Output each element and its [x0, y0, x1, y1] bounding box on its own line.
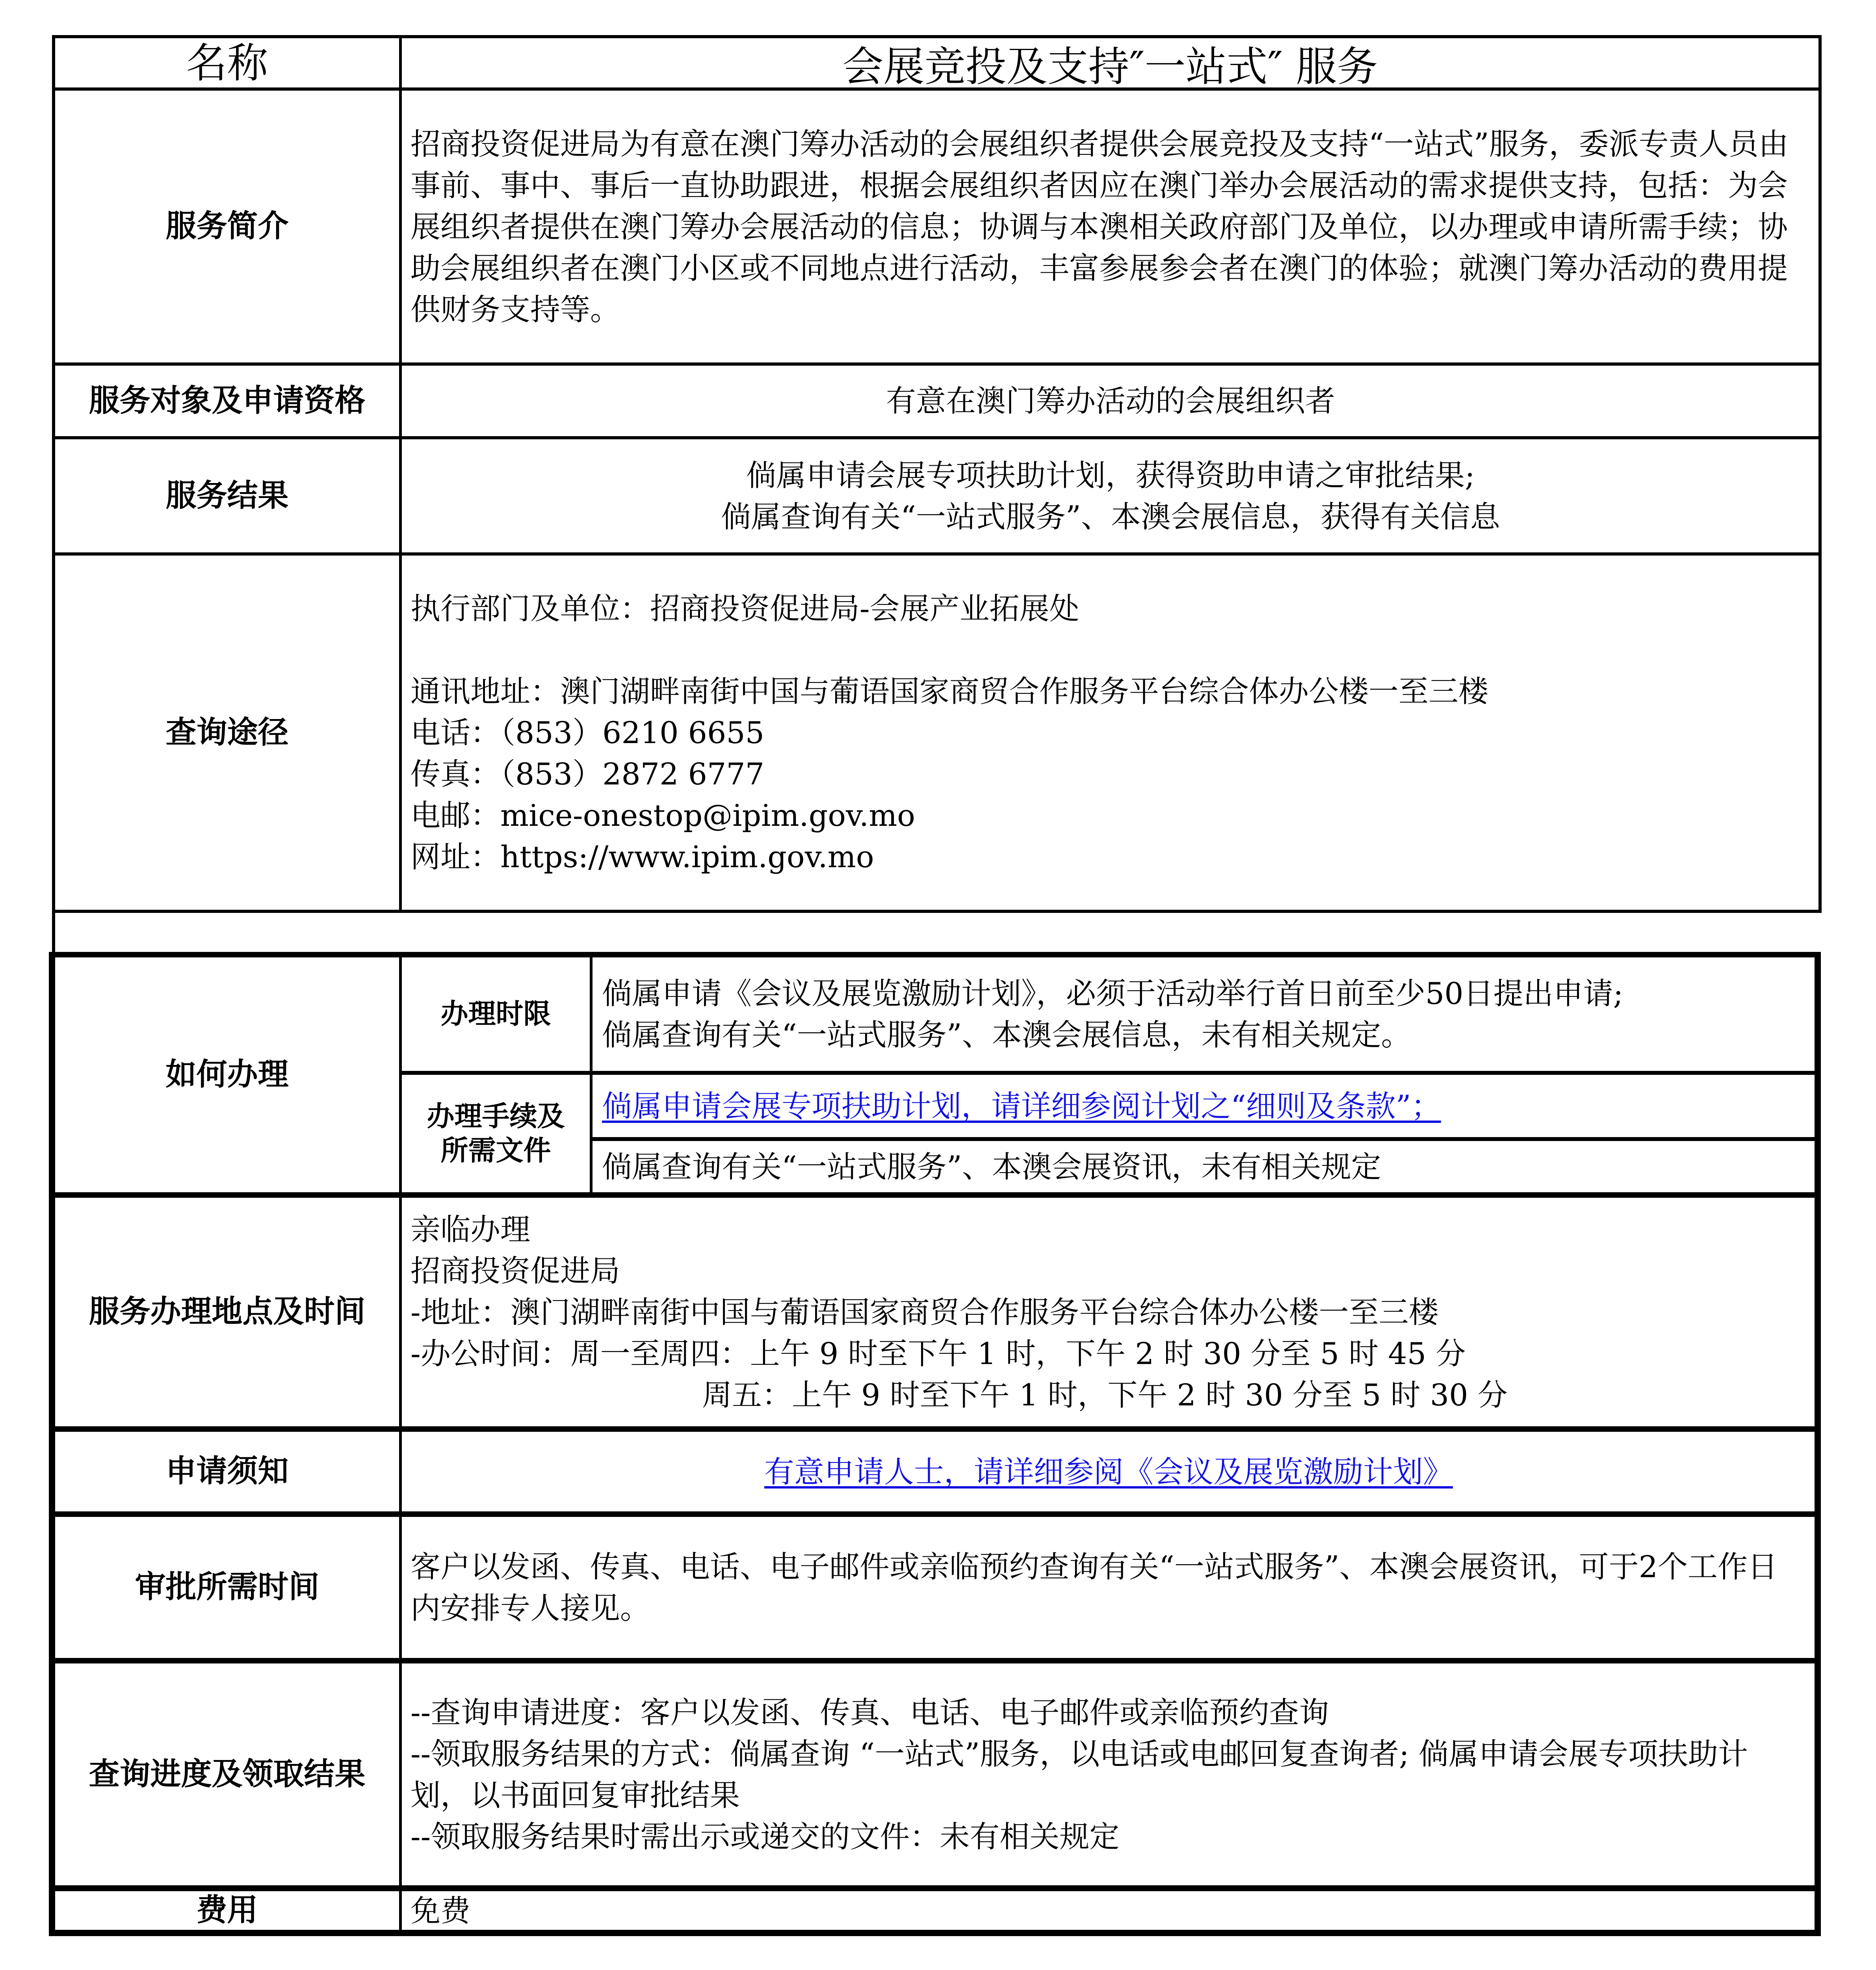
- time-limit-line: 倘属申请《会议及展览激励计划》，必须于活动举行首日前至少50日提出申请;: [602, 976, 1623, 1011]
- row-border: [52, 552, 1822, 556]
- service-title: [402, 38, 1818, 91]
- service-title-text: 会展竞投及支持″一站式″ 服务: [842, 42, 1378, 91]
- procedure-label-line: 所需文件: [440, 1134, 551, 1167]
- how-label-text: 如何办理: [165, 1057, 289, 1093]
- row-border: [49, 952, 1821, 957]
- progress-label-text: 查询进度及领取结果: [89, 1756, 366, 1792]
- result-line: 倘属查询有关“一站式服务”、本澳会展信息，获得有关信息: [721, 499, 1500, 534]
- location-line: 招商投资促进局: [410, 1253, 620, 1288]
- progress-cell: [402, 1663, 1815, 1885]
- approval-label-text: 审批所需时间: [135, 1569, 319, 1605]
- name-label: [55, 38, 399, 87]
- time-limit-label-text: 办理时限: [440, 998, 551, 1030]
- procedure-link-cell: [593, 1075, 1815, 1137]
- result-cell: [402, 439, 1818, 552]
- eligibility-cell: [402, 366, 1818, 436]
- column-divider: [399, 35, 402, 913]
- result-line: 倘属申请会展专项扶助计划，获得资助申请之审批结果;: [746, 457, 1475, 493]
- office-hours-mon-thu: -办公时间：周一至周四：上午 9 时至下午 1 时，下午 2 时 30 分至 5 时 45 分: [410, 1336, 1466, 1371]
- how-label: [55, 957, 399, 1192]
- table-border-right: [1815, 952, 1821, 1936]
- location-line: 亲临办理: [410, 1212, 530, 1247]
- procedure-text-cell: [593, 1141, 1815, 1192]
- time-limit-line: 倘属查询有关“一站式服务”、本澳会展信息，未有相关规定。: [602, 1017, 1411, 1052]
- table-border-right: [1818, 35, 1822, 913]
- procedure-label: [402, 1075, 590, 1192]
- row-border: [49, 1426, 1821, 1432]
- inquiry-department: 执行部门及单位：招商投资促进局-会展产业拓展处: [410, 591, 1079, 626]
- table-border-left: [49, 952, 55, 1936]
- row-border: [49, 1885, 1821, 1891]
- row-border: [49, 1192, 1821, 1198]
- fee-cell: [402, 1891, 1815, 1930]
- progress-line: --领取服务结果时需出示或递交的文件：未有相关规定: [410, 1819, 1120, 1854]
- notice-label: [55, 1432, 399, 1511]
- result-label: [55, 439, 399, 552]
- inquiry-label: [55, 556, 399, 910]
- spacer: [410, 629, 1488, 671]
- intro-text-cell: [402, 91, 1818, 362]
- row-border: [49, 1511, 1821, 1517]
- office-hours-fri: 周五：上午 9 时至下午 1 时，下午 2 时 30 分至 5 时 30 分: [702, 1377, 1508, 1412]
- procedure-terms-link[interactable]: 倘属申请会展专项扶助计划，请详细参阅计划之“细则及条款”；: [602, 1088, 1441, 1124]
- approval-text: 客户以发函、传真、电话、电子邮件或亲临预约查询有关“一站式服务”、本澳会展资讯，可于2个工作日内安排专人接见。: [410, 1549, 1778, 1626]
- column-divider: [399, 952, 402, 1933]
- inquiry-cell: [402, 556, 1818, 910]
- inquiry-address: 通讯地址：澳门湖畔南街中国与葡语国家商贸合作服务平台综合体办公楼一至三楼: [410, 674, 1488, 709]
- location-label: [55, 1198, 399, 1426]
- table-border-left: [52, 35, 55, 957]
- row-border: [49, 1658, 1821, 1663]
- notice-label-text: 申请须知: [165, 1453, 289, 1489]
- intro-label: [55, 91, 399, 362]
- progress-line: --领取服务结果的方式：倘属查询 “一站式”服务，以电话或电邮回复查询者; 倘属申请会展专项扶助计划，以书面回复审批结果: [410, 1736, 1748, 1813]
- fee-text: 免费: [410, 1893, 470, 1928]
- fee-label: [55, 1891, 399, 1930]
- row-border: [590, 1137, 1821, 1141]
- approval-cell: [402, 1517, 1815, 1658]
- inquiry-phone: 电话：（853）6210 6655: [410, 715, 765, 750]
- eligibility-text: 有意在澳门筹办活动的会展组织者: [886, 383, 1335, 418]
- row-border: [52, 436, 1822, 439]
- row-border: [52, 910, 1822, 913]
- notice-cell: [402, 1432, 1815, 1511]
- approval-label: [55, 1517, 399, 1658]
- row-border: [52, 362, 1822, 366]
- inquiry-email[interactable]: 电邮：mice-onestop@ipim.gov.mo: [410, 798, 916, 833]
- eligibility-label: [55, 366, 399, 436]
- row-border: [399, 1071, 1821, 1075]
- progress-line: --查询申请进度：客户以发函、传真、电话、电子邮件或亲临预约查询: [410, 1695, 1329, 1730]
- intro-label-text: 服务简介: [165, 208, 289, 244]
- time-limit-cell: [593, 957, 1815, 1071]
- table-border-bottom: [49, 1930, 1821, 1936]
- location-label-text: 服务办理地点及时间: [89, 1294, 366, 1330]
- inquiry-label-text: 查询途径: [165, 714, 289, 750]
- fee-label-text: 费用: [196, 1892, 258, 1928]
- eligibility-label-text: 服务对象及申请资格: [89, 383, 366, 418]
- intro-text: 招商投资促进局为有意在澳门筹办活动的会展组织者提供会展竞投及支持“一站式”服务，委派专责人员由事前、事中、事后一直协助跟进，根据会展组织者因应在澳门举办会展活动的需求提供支持，包括：为会展组织者提供在澳门筹办会展活动的信息；协调与本澳相关政府部门及单位，以办理或申请所需手续；协助会展组织者在澳门小区或不同地点进行活动，丰富参展参会者在澳门的体验；就澳门筹办活动的费用提供财务支持等。: [410, 126, 1789, 327]
- progress-label: [55, 1663, 399, 1885]
- name-label-text: 名称: [186, 39, 268, 87]
- inquiry-website[interactable]: 网址：https://www.ipim.gov.mo: [410, 839, 874, 874]
- result-label-text: 服务结果: [165, 478, 289, 513]
- incentive-plan-link[interactable]: 有意申请人士，请详细参阅《会议及展览激励计划》: [764, 1454, 1453, 1489]
- time-limit-label: [402, 957, 590, 1071]
- procedure-text: 倘属查询有关“一站式服务”、本澳会展资讯，未有相关规定: [602, 1149, 1381, 1184]
- location-cell: [402, 1198, 1815, 1426]
- procedure-label-line: 办理手续及: [427, 1100, 565, 1132]
- inquiry-fax: 传真：（853）2872 6777: [410, 756, 765, 792]
- location-address: -地址：澳门湖畔南街中国与葡语国家商贸合作服务平台综合体办公楼一至三楼: [410, 1294, 1439, 1330]
